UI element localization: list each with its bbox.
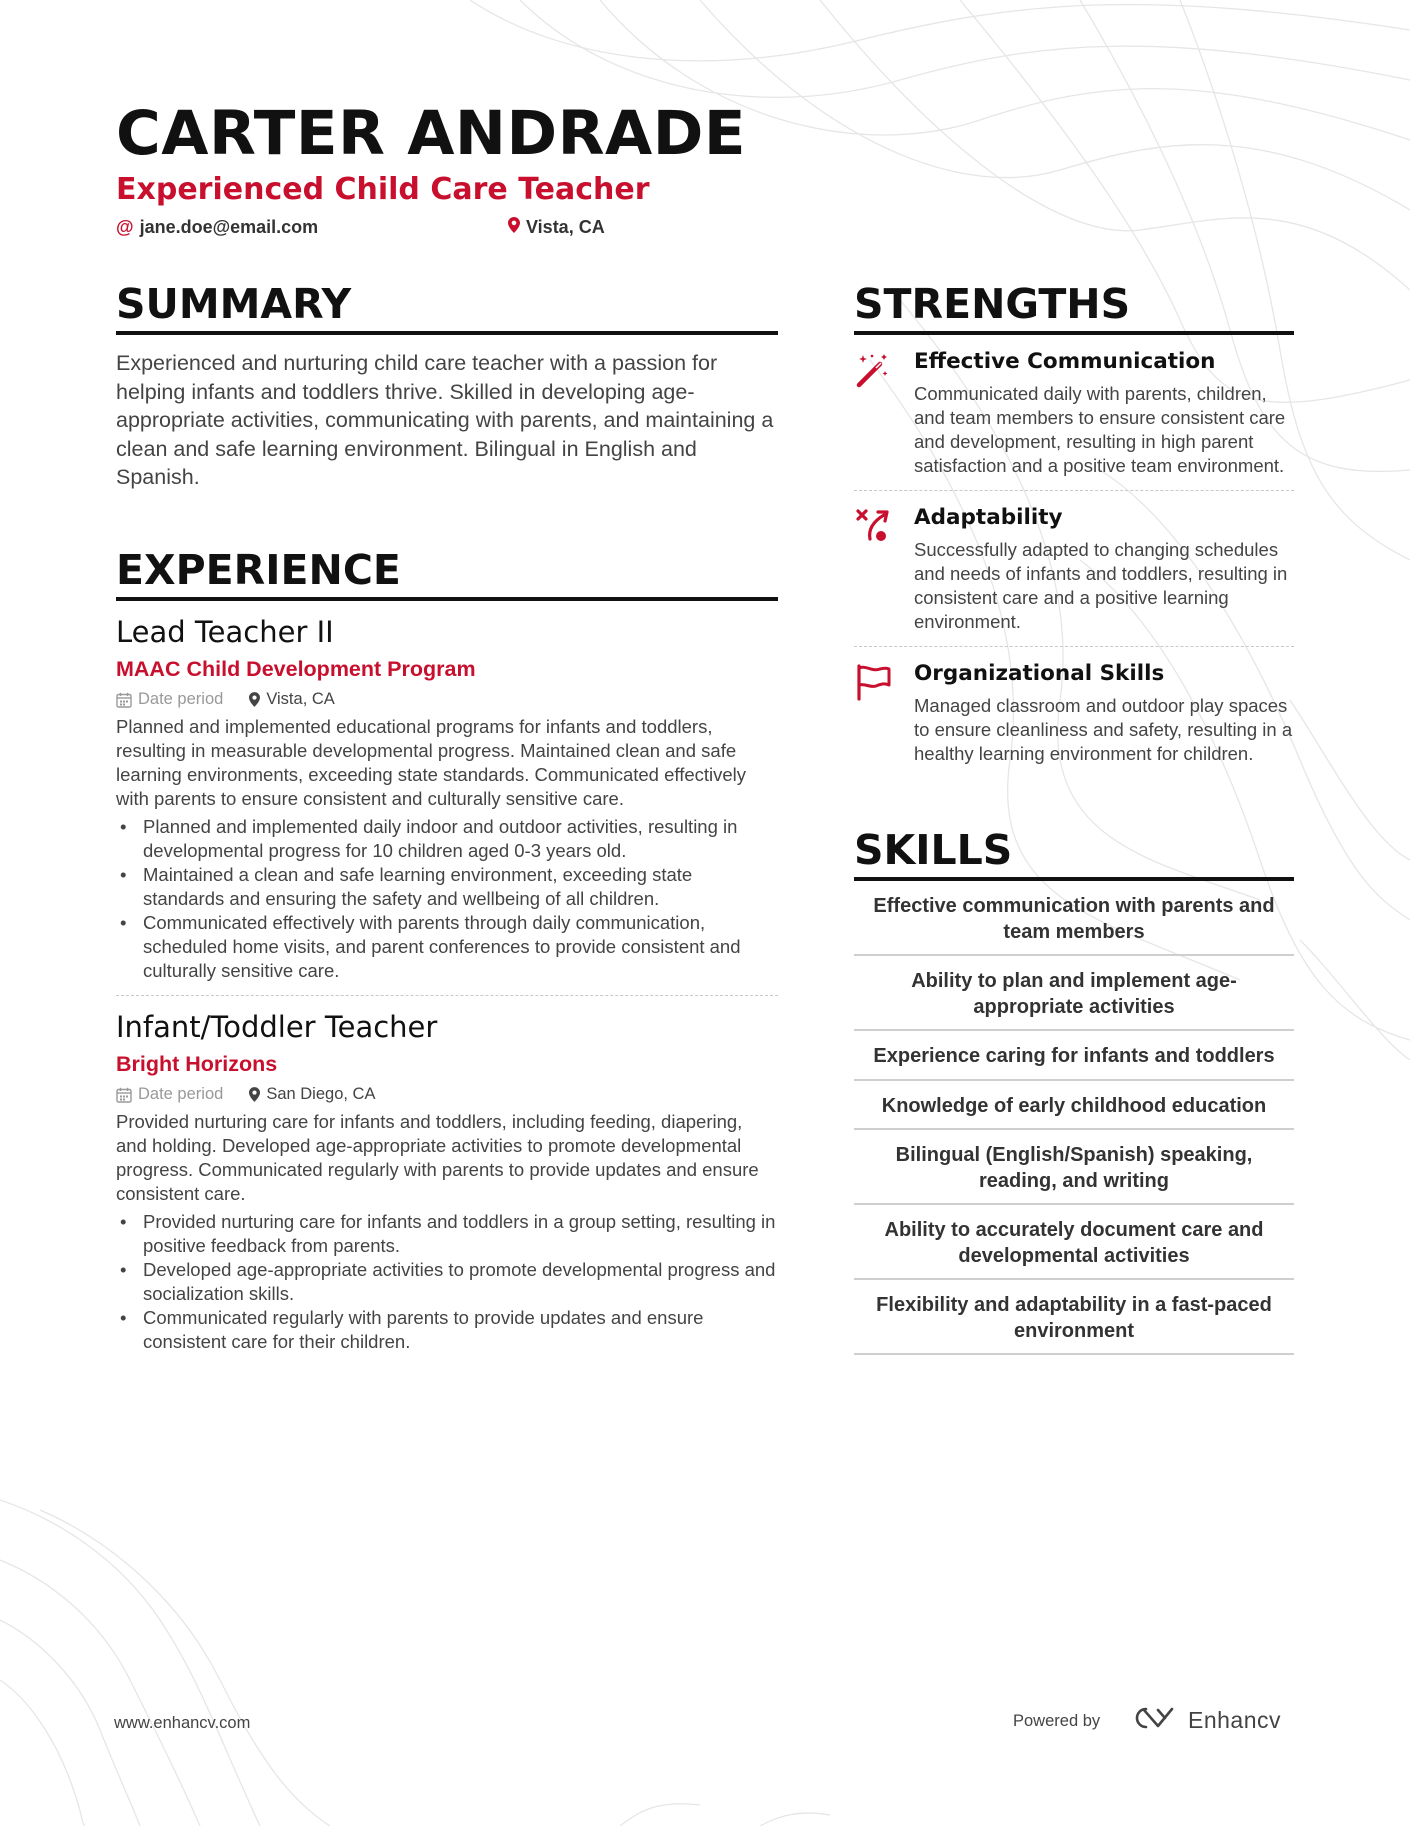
- strengths-heading: STRENGTHS: [854, 282, 1294, 335]
- job-role: Lead Teacher II: [116, 615, 334, 650]
- strengths-section: [854, 282, 1294, 778]
- left-column: [116, 282, 778, 1354]
- job-location: [249, 1085, 375, 1104]
- strength-description: Successfully adapted to changing schedules and needs of infants and toddlers, resulting in consistent care and a positive learning environment.: [914, 539, 1288, 633]
- experience-section: [116, 548, 778, 1354]
- location-text: Vista, CA: [526, 217, 605, 237]
- enhancv-logo[interactable]: [1132, 1705, 1281, 1736]
- summary-heading: SUMMARY: [116, 282, 778, 335]
- job-bullets: [116, 1210, 778, 1354]
- experience-heading: EXPERIENCE: [116, 548, 778, 601]
- job-location-text: Vista, CA: [266, 690, 335, 709]
- job-location: [249, 690, 334, 709]
- strength-description: Communicated daily with parents, children, and team members to ensure consistent care and development, resulting in high parent satisfaction and a positive team environment.: [914, 383, 1286, 477]
- candidate-name: CARTER ANDRADE: [116, 98, 747, 169]
- strength-item: [854, 647, 1294, 778]
- job-entry: [116, 615, 778, 996]
- calendar-icon: [116, 692, 132, 708]
- summary-section: [116, 282, 778, 492]
- enhancv-logo-icon: [1132, 1705, 1178, 1736]
- job-date-text: Date period: [138, 690, 224, 709]
- strength-title: Organizational Skills: [914, 661, 1165, 687]
- contact-location: [508, 217, 605, 238]
- email-text: jane.doe@email.com: [139, 217, 319, 237]
- job-bullet: • Maintained a clean and safe learning environment, exceeding state standards and ensuring the safety and wellbeing of all children.: [116, 863, 778, 911]
- strength-title: Effective Communication: [914, 349, 1216, 375]
- strength-item: [854, 335, 1294, 491]
- job-bullet: • Provided nurturing care for infants and toddlers in a group setting, resulting in positive feedback from parents.: [116, 1210, 778, 1258]
- strength-title: Adaptability: [914, 505, 1063, 531]
- skill-item: Bilingual (English/Spanish) speaking, reading, and writing: [854, 1130, 1294, 1205]
- strategy-arrow-icon: [854, 505, 914, 634]
- location-pin-icon: [249, 692, 260, 707]
- job-entry: [116, 1010, 778, 1354]
- magic-wand-icon: [854, 349, 914, 478]
- flag-icon: [854, 661, 914, 766]
- job-meta: [116, 690, 778, 709]
- skill-item: Ability to plan and implement age-appropriate activities: [854, 956, 1294, 1031]
- strength-item: [854, 491, 1294, 647]
- job-date: [116, 1085, 223, 1104]
- job-bullets: [116, 815, 778, 983]
- job-company: MAAC Child Development Program: [116, 657, 476, 682]
- job-date-text: Date period: [138, 1085, 224, 1104]
- job-description: Planned and implemented educational programs for infants and toddlers, resulting in measurable developmental progress. Maintained clean and safe learning environments, exceeding state standards. Communicated effectively with parents to ensure consistent and culturally sensitive care.: [116, 716, 747, 810]
- contact-email[interactable]: [116, 217, 318, 238]
- strength-description: Managed classroom and outdoor play spaces to ensure cleanliness and safety, resulting in a healthy learning environment for children.: [914, 695, 1293, 765]
- footer-url-link[interactable]: www.enhancv.com: [114, 1714, 251, 1732]
- calendar-icon: [116, 1087, 132, 1103]
- enhancv-logo-text: Enhancv: [1188, 1707, 1282, 1733]
- job-description: Provided nurturing care for infants and toddlers, including feeding, diapering, and holding. Developed age-appropriate activities to promote developmental progress. Communicated regularly with parents to provide updates and ensure consistent care.: [116, 1111, 759, 1205]
- job-bullet: • Communicated effectively with parents through daily communication, scheduled home visits, and parent conferences to provide consistent and culturally sensitive care.: [116, 911, 778, 983]
- location-pin-icon: [508, 217, 520, 238]
- job-company: Bright Horizons: [116, 1052, 278, 1077]
- job-bullet: • Communicated regularly with parents to provide updates and ensure consistent care for their children.: [116, 1306, 778, 1354]
- skill-item: Effective communication with parents and team members: [854, 881, 1294, 956]
- job-bullet: • Developed age-appropriate activities to promote developmental progress and socialization skills.: [116, 1258, 778, 1306]
- powered-by-label: Powered by: [1013, 1712, 1101, 1730]
- skills-section: [854, 828, 1294, 1355]
- location-pin-icon: [249, 1087, 260, 1102]
- job-bullet: • Planned and implemented daily indoor and outdoor activities, resulting in developmental progress for 10 children aged 0-3 years old.: [116, 815, 778, 863]
- at-icon: @: [116, 217, 134, 237]
- candidate-title: Experienced Child Care Teacher: [116, 172, 650, 207]
- skill-item: Experience caring for infants and toddlers: [854, 1031, 1294, 1081]
- right-column: [854, 282, 1294, 1355]
- skill-item: Flexibility and adaptability in a fast-paced environment: [854, 1280, 1294, 1355]
- skills-heading: SKILLS: [854, 828, 1294, 881]
- summary-text: Experienced and nurturing child care teacher with a passion for helping infants and toddlers thrive. Skilled in developing age-appropriate activities, communicating with parents, and maintaining a clean and safe learning environment. Bilingual in English and Spanish.: [116, 351, 774, 490]
- skill-item: Knowledge of early childhood education: [854, 1081, 1294, 1131]
- job-date: [116, 690, 223, 709]
- job-location-text: San Diego, CA: [266, 1085, 376, 1104]
- job-divider: [116, 995, 778, 996]
- job-role: Infant/Toddler Teacher: [116, 1010, 438, 1045]
- job-meta: [116, 1085, 778, 1104]
- skill-item: Ability to accurately document care and developmental activities: [854, 1205, 1294, 1280]
